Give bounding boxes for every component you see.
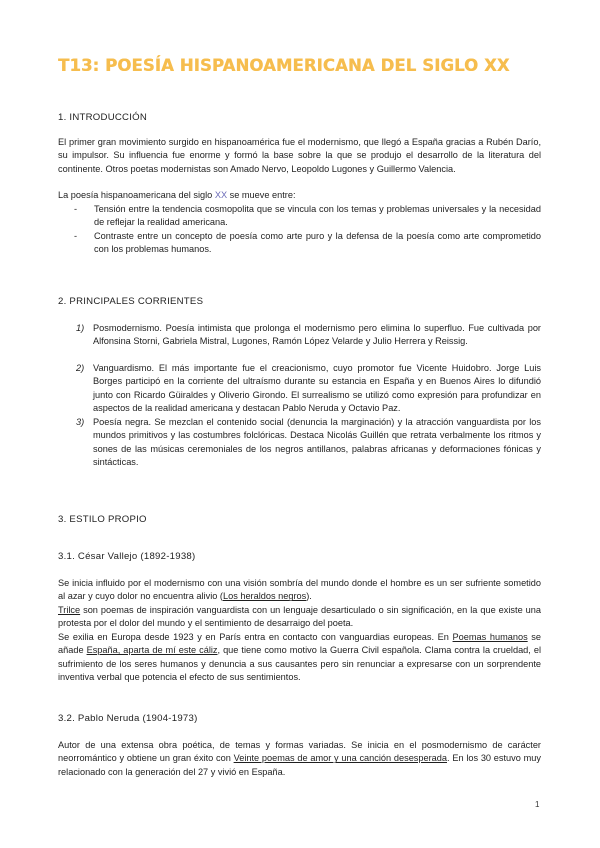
list-item [76, 362, 541, 416]
page-number: 1 [535, 800, 540, 809]
list-item-text: Vanguardismo. El más importante fue el creacionismo, cuyo promotor fue Vicente Huidobro. Jorge Luis Borges participó en la corriente del ultraísmo durante su estancia en España y en Buenos Aires lo difundió junto con Ricardo Güiraldes y Oliverio Girondo. El surrealismo se utilizó como expresión para profundizar en aspectos de la realidad americana y destacan Pablo Neruda y Octavio Paz. [93, 363, 541, 414]
list-item [76, 322, 541, 349]
list-number: 3) [76, 417, 85, 427]
intro-paragraph-2 [58, 189, 541, 202]
vallejo-p3-end: , que tiene como motivo la Guerra Civil española. Clama contra la crueldad, el sufrimiento de los seres humanos y denuncia a sus causantes pero sin renunciar a expresarse con un sorprendente inventiva verbal que potencia el efecto de sus sentimientos. [58, 645, 542, 683]
neruda-paragraph-1 [58, 739, 541, 779]
vallejo-paragraph-2 [58, 604, 541, 631]
vallejo-p3-mid: se añade [58, 632, 541, 656]
vallejo-p3-text: Se exilia en Europa desde 1923 y en París entra en contacto con vanguardias europeas. En [58, 632, 453, 642]
list-item-text: Tensión entre la tendencia cosmopolita que se vincula con los temas y problemas universales y la necesidad de reflejar la realidad americana. [94, 204, 541, 228]
list-item-text: Contraste entre un concepto de poesía como arte puro y la defensa de la poesía como arte comprometido con los problemas humanos. [94, 231, 541, 255]
bullet-dash: - [74, 204, 78, 214]
book-title: Los heraldos negros [222, 591, 307, 602]
neruda-p1-end: . En los 30 estuvo muy relacionado con la generación del 27 y vivió en España. [58, 753, 541, 777]
intro-paragraph: El primer gran movimiento surgido en hispanoamérica fue el modernismo, que llegó a España gracias a Rubén Darío, su impulsor. Su influencia fue enorme y formó la base sobre la que se produjo el desarrollo de la literatura del continente. Otros poetas modernistas son Amado Nervo, Leopoldo Lugones y Guillermo Valencia. [58, 137, 541, 174]
list-item-text: Poesía negra. Se mezclan el contenido social (denuncia la marginación) y la atracción vanguardista por los mundos primitivos y las costumbres folclóricas. Destaca Nicolás Guillén que retrata verbalmente los ritmos y sones de las músicas ceremoniales de los negros antillanos, palabras africanas y deformaciones fónicas y sintácticas. [93, 417, 541, 468]
intro-p2-text: La poesía hispanoamericana del siglo [58, 190, 215, 200]
highlighted-century: XX [214, 190, 228, 200]
page-title: T13: POESÍA HISPANOAMERICANA DEL SIGLO XX [58, 56, 510, 75]
vallejo-p1-end: ). [306, 591, 312, 602]
list-number: 1) [76, 323, 85, 333]
neruda-p1-text: Autor de una extensa obra poética, de temas y formas variadas. Se inicia en el posmodernismo de carácter neorromántico y obtiene un gran éxito con [58, 740, 541, 764]
list-item-text: Posmodernismo. Poesía intimista que prolonga el modernismo pero elimina lo superfluo. Fue cultivada por Alfonsina Storni, Gabriela Mistral, Lugones, Ramón López Velarde y Julio Herrera y Reissig. [93, 323, 541, 347]
section-heading-introduccion: 1. INTRODUCCIÓN [58, 112, 148, 123]
vallejo-paragraph-3 [58, 631, 541, 685]
subsection-heading-neruda: 3.2. Pablo Neruda (1904-1973) [58, 713, 198, 724]
list-number: 2) [76, 363, 85, 373]
vallejo-p2-text: son poemas de inspiración vanguardista con un lenguaje desarticulado o sin significación, en la que existe una protesta por el dolor del mundo y el sentimiento de desarraigo del poeta. [58, 605, 541, 629]
bullet-dash: - [74, 231, 78, 241]
book-title: Trilce [58, 605, 81, 615]
book-title: Veinte poemas de amor y una canción desesperada [233, 753, 448, 764]
book-title: España, aparta de mí este cáliz [86, 645, 218, 656]
section-heading-corrientes: 2. PRINCIPALES CORRIENTES [58, 296, 204, 307]
list-item [74, 203, 541, 230]
intro-p2-text-end: se mueve entre: [227, 190, 296, 200]
vallejo-paragraph-1 [58, 577, 541, 604]
subsection-heading-vallejo: 3.1. César Vallejo (1892-1938) [58, 551, 196, 562]
list-item [74, 230, 541, 257]
book-title: Poemas humanos [452, 632, 528, 642]
section-heading-estilo: 3. ESTILO PROPIO [58, 514, 147, 525]
list-item [76, 416, 541, 470]
vallejo-p1-text: Se inicia influido por el modernismo con una visión sombría del mundo donde el hombre es un ser sufriente sometido al azar y cuyo dolor no encuentra alivio ( [58, 578, 541, 602]
